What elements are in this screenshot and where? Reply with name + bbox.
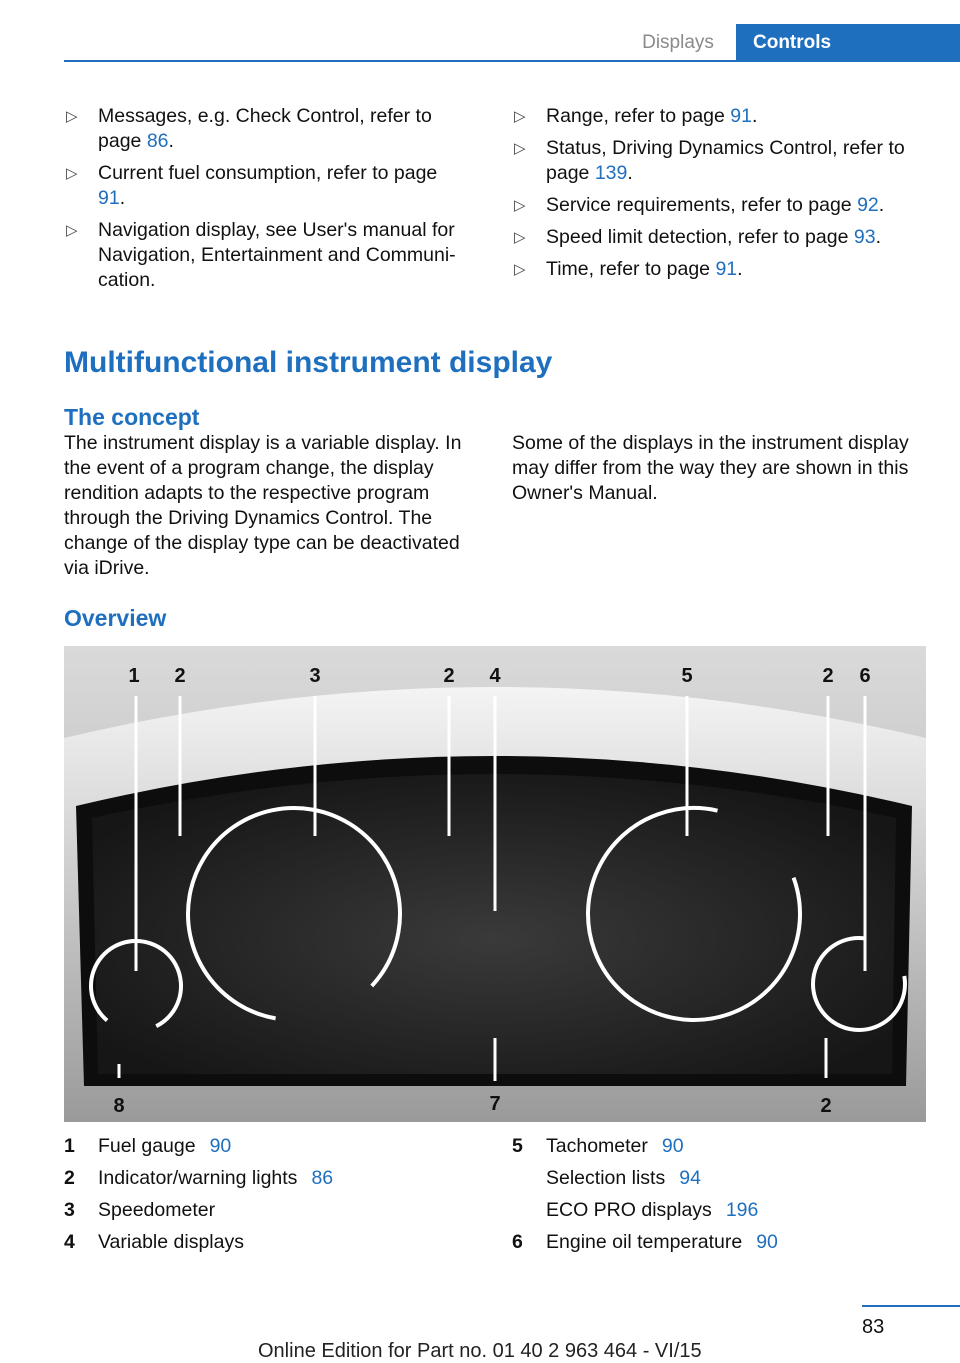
- callout-label: 7: [489, 1093, 501, 1115]
- page-link[interactable]: 93: [853, 226, 876, 248]
- triangle-bullet-icon: ▷: [514, 229, 526, 246]
- callout-label: 2: [174, 665, 186, 687]
- legend-row: [64, 1130, 484, 1162]
- item-tail: .: [875, 226, 881, 248]
- triangle-bullet-icon: ▷: [514, 261, 526, 278]
- item-tail: .: [752, 105, 758, 127]
- callout-label: 2: [820, 1095, 832, 1117]
- list-item: [64, 161, 464, 211]
- page-link[interactable]: 92: [857, 194, 879, 216]
- left-bullet-list: [64, 104, 464, 300]
- tab-displays[interactable]: Displays: [642, 32, 714, 53]
- item-text: Status, Driving Dynamics Control, refer to page: [546, 137, 905, 184]
- legend-row: [512, 1226, 932, 1258]
- list-item: [512, 104, 912, 129]
- item-text: Time, refer to page: [546, 258, 716, 280]
- triangle-bullet-icon: ▷: [514, 108, 526, 125]
- header-rule: [64, 60, 960, 62]
- legend-number: 5: [512, 1135, 523, 1157]
- legend-number: 6: [512, 1231, 523, 1253]
- legend-label: Fuel gauge: [98, 1135, 196, 1157]
- legend-number: 3: [64, 1199, 75, 1221]
- legend-row: [512, 1130, 932, 1162]
- legend-row: [64, 1194, 484, 1226]
- legend-row: [64, 1226, 484, 1258]
- legend-label: ECO PRO displays: [546, 1199, 712, 1221]
- item-text: Navigation display, see User's manual for Navigation, Entertainment and Communi‐cation.: [98, 219, 456, 291]
- concept-title: The concept: [64, 404, 200, 430]
- page-link[interactable]: 90: [661, 1135, 684, 1157]
- callout-label: 4: [489, 665, 501, 687]
- legend-left: [64, 1130, 484, 1258]
- page-link[interactable]: 94: [679, 1167, 701, 1189]
- page-link[interactable]: 139: [594, 162, 628, 184]
- page-link[interactable]: 196: [725, 1199, 759, 1221]
- item-text: Current fuel consumption, refer to page: [98, 162, 438, 184]
- page-link[interactable]: 91: [98, 187, 120, 209]
- page-link[interactable]: 91: [715, 258, 738, 280]
- list-item: [64, 218, 464, 293]
- page-link[interactable]: 86: [146, 130, 169, 152]
- list-item: [512, 257, 912, 282]
- item-text: Speed limit detection, refer to page: [546, 226, 854, 248]
- legend-label: Variable displays: [98, 1231, 244, 1253]
- list-item: [512, 193, 912, 218]
- section-title: Multifunctional instrument display: [64, 346, 553, 379]
- overview-title: Overview: [64, 605, 167, 631]
- list-item: [512, 136, 912, 186]
- legend-label: Selection lists: [546, 1167, 666, 1189]
- footer-rule: [862, 1305, 960, 1307]
- callout-label: 8: [113, 1095, 125, 1117]
- triangle-bullet-icon: ▷: [514, 140, 526, 157]
- list-item: [512, 225, 912, 250]
- item-tail: .: [878, 194, 885, 216]
- callout-label: 2: [443, 665, 455, 687]
- legend-row: [512, 1194, 932, 1226]
- page-link[interactable]: 90: [209, 1135, 232, 1157]
- legend-number: 2: [64, 1167, 75, 1189]
- legend-label: Indicator/warning lights: [98, 1167, 298, 1189]
- item-tail: .: [627, 162, 633, 184]
- callout-label: 2: [822, 665, 834, 687]
- page-number: 83: [862, 1316, 885, 1338]
- item-text: Messages, e.g. Check Control, refer to page: [98, 105, 432, 152]
- triangle-bullet-icon: ▷: [66, 165, 78, 182]
- page-link[interactable]: 91: [730, 105, 752, 127]
- triangle-bullet-icon: ▷: [514, 197, 526, 214]
- tab-controls[interactable]: Controls: [736, 24, 960, 62]
- callout-label: 5: [681, 665, 693, 687]
- right-bullet-list: [512, 104, 912, 289]
- list-item: [64, 104, 464, 154]
- item-tail: .: [737, 258, 743, 280]
- legend-right: [512, 1130, 932, 1258]
- triangle-bullet-icon: ▷: [66, 222, 78, 239]
- legend-number: 4: [64, 1231, 75, 1253]
- legend-label: Tachometer: [546, 1135, 648, 1157]
- page-link[interactable]: 90: [756, 1231, 778, 1253]
- legend-number: 1: [64, 1135, 75, 1157]
- concept-paragraph-right: Some of the displays in the instrument display may differ from the way they are shown in this Owner's Manual.: [512, 432, 909, 504]
- item-tail: .: [168, 130, 174, 152]
- footer-edition: Online Edition for Part no. 01 40 2 963 464 - VI/15: [258, 1340, 702, 1362]
- item-tail: .: [119, 187, 126, 209]
- callout-label: 6: [859, 665, 871, 687]
- item-text: Service requirements, refer to page: [546, 194, 858, 216]
- legend-label: Engine oil temperature: [546, 1231, 743, 1253]
- callout-label: 1: [128, 665, 140, 687]
- legend-label: Speedometer: [98, 1199, 216, 1221]
- legend-row: [512, 1162, 932, 1194]
- instrument-cluster-figure: [64, 646, 926, 1122]
- concept-paragraph-left: The instrument display is a variable display. In the event of a program change, the display rendition adapts to the respective program through the Driving Dynamics Control. The change of the display type can be deactivated via iDrive.: [64, 432, 462, 579]
- page-link[interactable]: 86: [311, 1167, 334, 1189]
- legend-row: [64, 1162, 484, 1194]
- item-text: Range, refer to page: [546, 105, 731, 127]
- callout-label: 3: [309, 665, 321, 687]
- triangle-bullet-icon: ▷: [66, 108, 78, 125]
